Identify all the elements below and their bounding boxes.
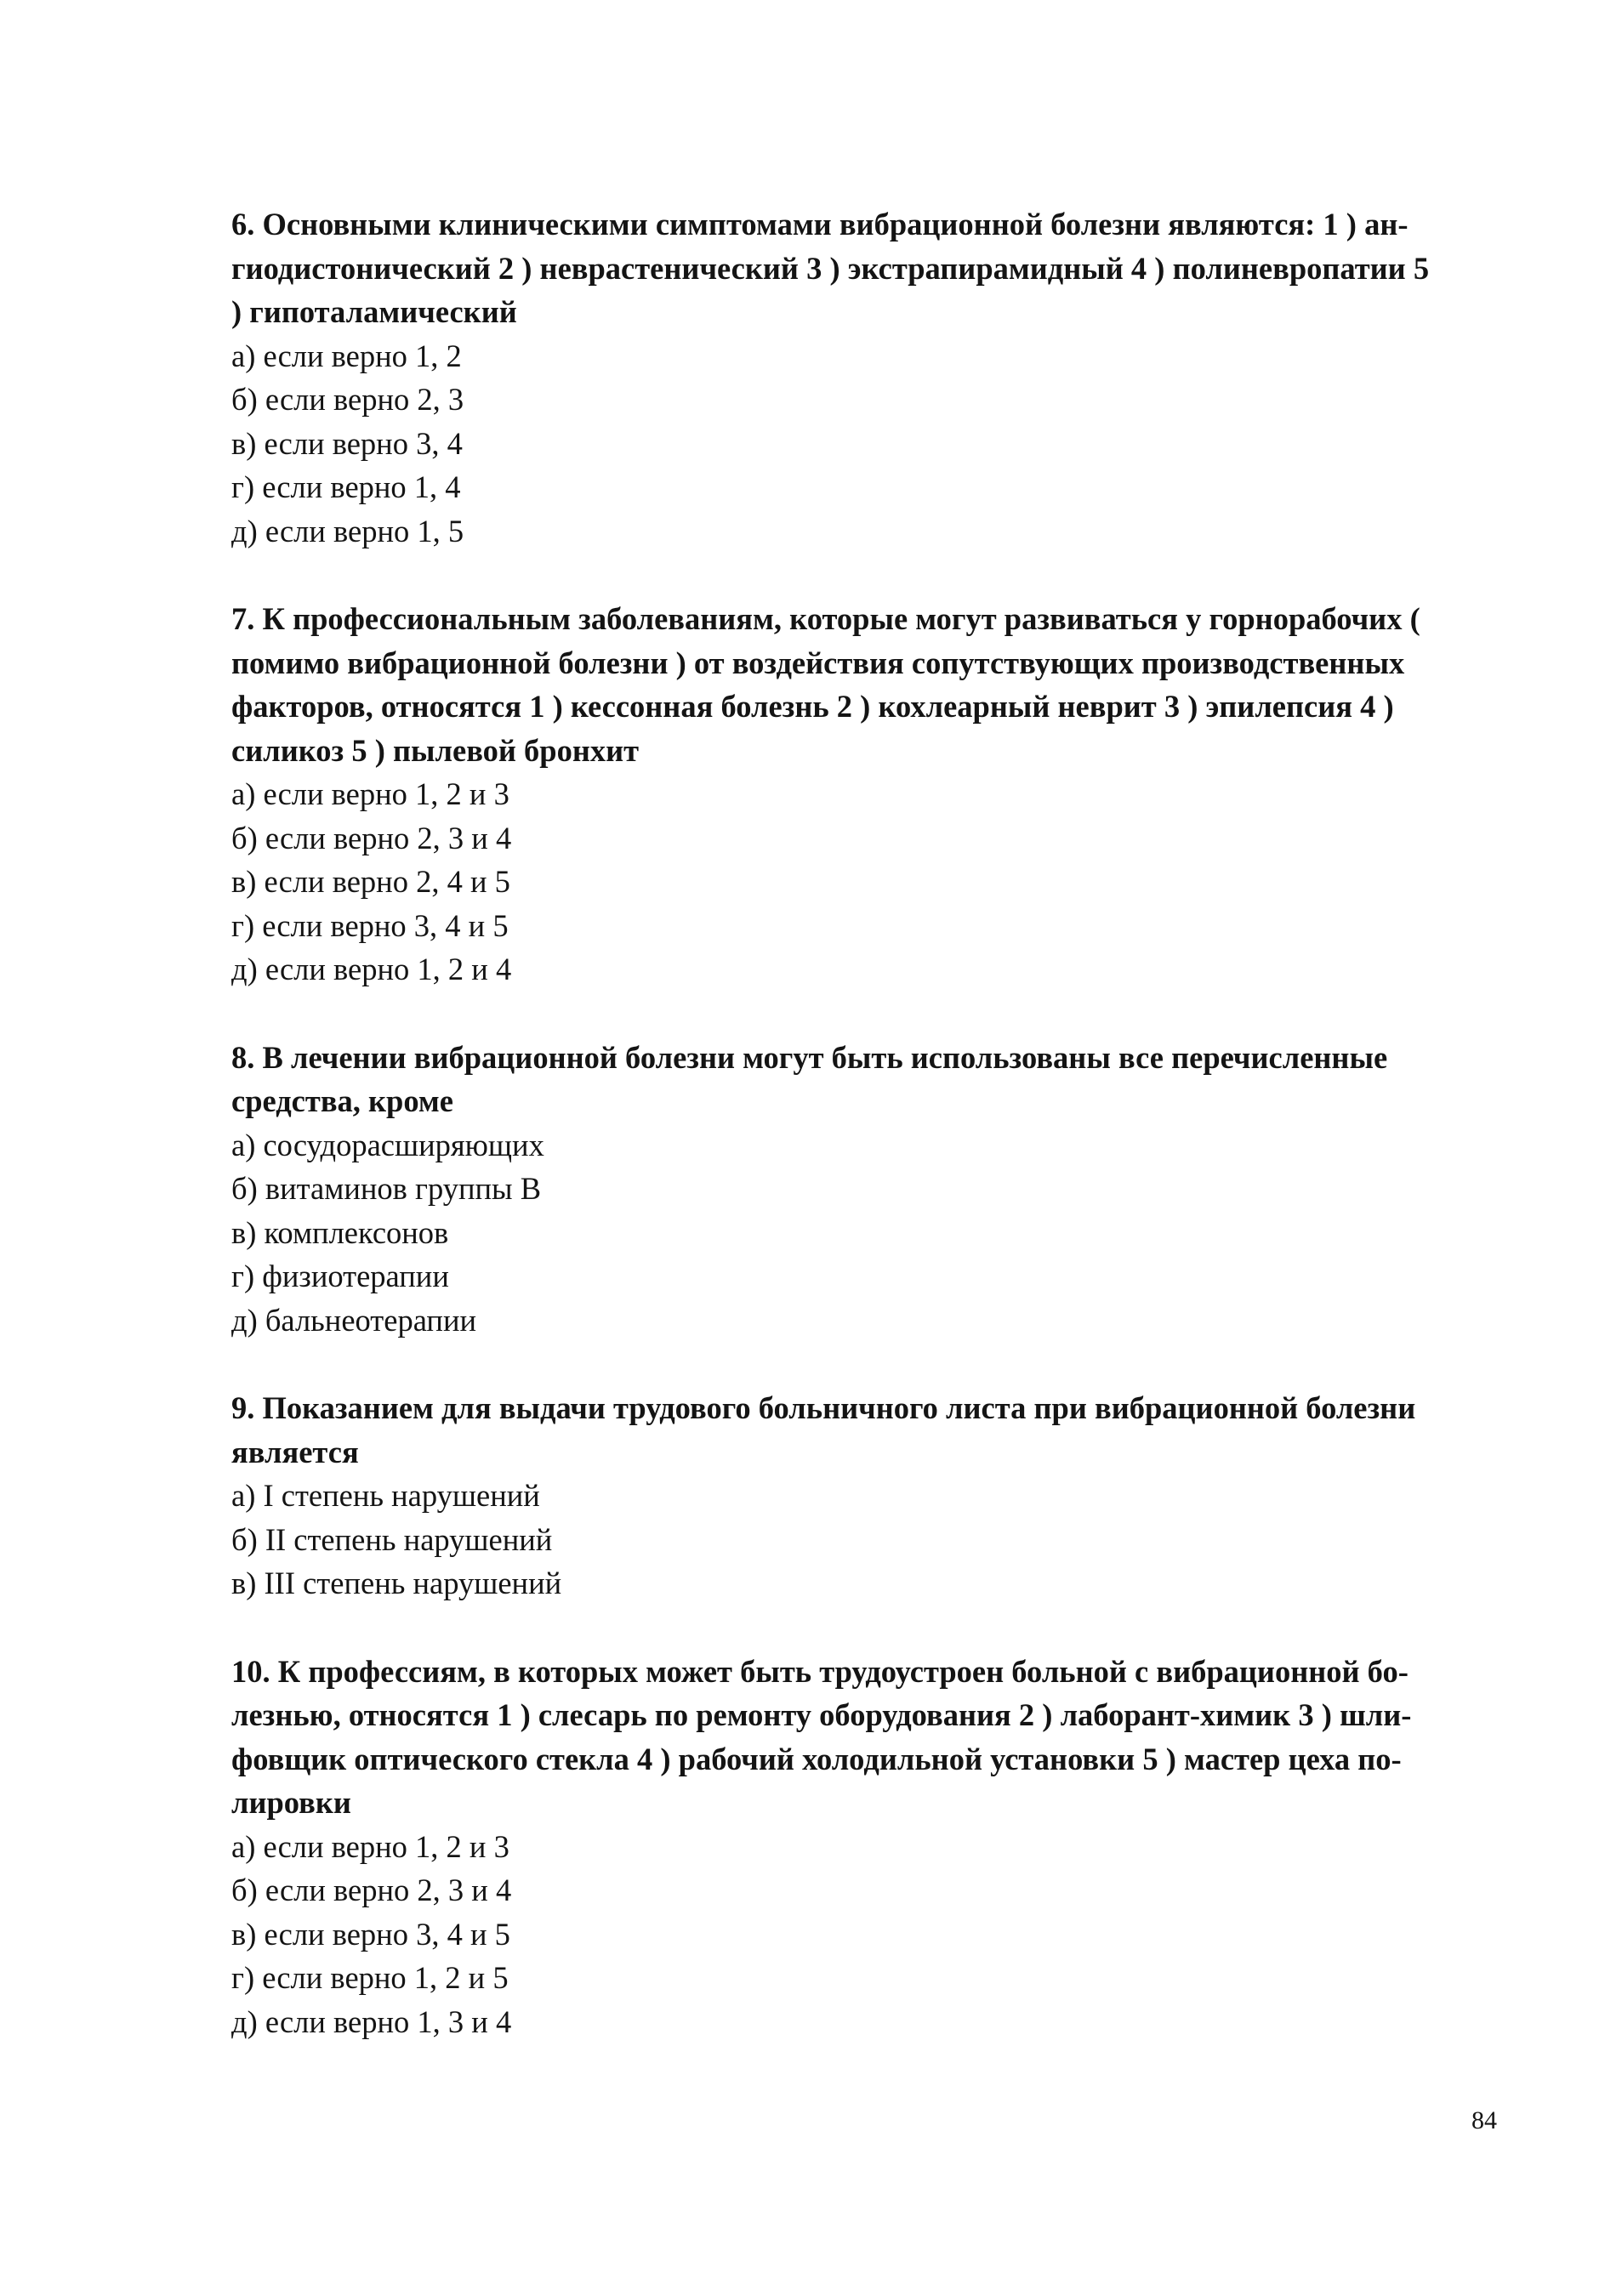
- question-line: 10. К профессиям, в которых может быть трудоустроен больной с вибрационной бо-: [231, 1653, 1409, 1689]
- answer-options: [231, 1123, 1507, 1343]
- answer-option: г) если верно 1, 2 и 5: [231, 1960, 509, 1995]
- question-line: лезнью, относятся 1 ) слесарь по ремонту оборудования 2 ) лаборант-химик 3 ) шли-: [231, 1697, 1412, 1732]
- question-10: [231, 1650, 1507, 2044]
- question-line: 7. К профессиональным заболеваниям, которые могут развиваться у горнорабочих (: [231, 601, 1420, 636]
- question-8: [231, 1036, 1507, 1343]
- answer-option: г) физиотерапии: [231, 1259, 449, 1293]
- question-line: 6. Основными клиническими симптомами вибрационной болезни являются: 1 ) ан-: [231, 207, 1409, 242]
- answer-options: [231, 334, 1507, 554]
- answer-option: а) если верно 1, 2 и 3: [231, 1828, 509, 1864]
- answer-option: д) если верно 1, 5: [231, 513, 464, 548]
- question-text: [231, 1036, 1507, 1123]
- question-7: [231, 597, 1507, 992]
- answer-option: в) если верно 2, 4 и 5: [231, 864, 510, 899]
- question-text: [231, 1650, 1507, 1825]
- answer-option: д) если верно 1, 3 и 4: [231, 2003, 512, 2039]
- question-9: [231, 1386, 1507, 1605]
- question-text: [231, 1386, 1507, 1474]
- answer-option: б) II степень нарушений: [231, 1521, 553, 1557]
- answer-option: в) если верно 3, 4: [231, 425, 463, 461]
- document-page: [231, 202, 1507, 2088]
- question-text: [231, 202, 1507, 334]
- question-line: силикоз 5 ) пылевой бронхит: [231, 732, 640, 768]
- answer-option: г) если верно 1, 4: [231, 469, 461, 504]
- answer-option: в) если верно 3, 4 и 5: [231, 1916, 510, 1952]
- question-line: лировки: [231, 1785, 351, 1820]
- answer-option: а) сосудорасширяющих: [231, 1127, 544, 1162]
- answer-option: д) бальнеотерапии: [231, 1302, 477, 1338]
- question-line: фовщик оптического стекла 4 ) рабочий холодильной установки 5 ) мастер цеха по-: [231, 1741, 1402, 1776]
- question-line: помимо вибрационной болезни ) от воздействия сопутствующих производственных: [231, 645, 1405, 680]
- answer-option: д) если верно 1, 2 и 4: [231, 952, 512, 986]
- question-line: факторов, относятся 1 ) кессонная болезнь 2 ) кохлеарный неврит 3 ) эпилепсия 4 ): [231, 689, 1394, 724]
- answer-option: б) если верно 2, 3 и 4: [231, 1873, 512, 1907]
- answer-options: [231, 1474, 1507, 1605]
- answer-option: б) витаминов группы В: [231, 1171, 542, 1206]
- answer-option: в) комплексонов: [231, 1214, 449, 1250]
- question-line: ) гипоталамический: [231, 294, 517, 329]
- question-text: [231, 597, 1507, 772]
- answer-option: г) если верно 3, 4 и 5: [231, 907, 509, 943]
- answer-option: б) если верно 2, 3: [231, 382, 464, 417]
- answer-option: в) III степень нарушений: [231, 1566, 562, 1600]
- question-6: [231, 202, 1507, 553]
- answer-options: [231, 772, 1507, 992]
- answer-options: [231, 1825, 1507, 2044]
- answer-option: а) I степень нарушений: [231, 1478, 540, 1513]
- answer-option: а) если верно 1, 2 и 3: [231, 776, 509, 811]
- question-line: является: [231, 1434, 359, 1469]
- question-line: 9. Показанием для выдачи трудового больничного листа при вибрационной болезни: [231, 1390, 1416, 1425]
- question-line: средства, кроме: [231, 1083, 453, 1118]
- question-line: 8. В лечении вибрационной болезни могут быть использованы все перечисленные: [231, 1039, 1388, 1075]
- answer-option: а) если верно 1, 2: [231, 338, 462, 373]
- question-line: гиодистонический 2 ) неврастенический 3 ) экстрапирамидный 4 ) полиневропатии 5: [231, 250, 1430, 286]
- answer-option: б) если верно 2, 3 и 4: [231, 820, 512, 855]
- page-number: 84: [1471, 2106, 1497, 2134]
